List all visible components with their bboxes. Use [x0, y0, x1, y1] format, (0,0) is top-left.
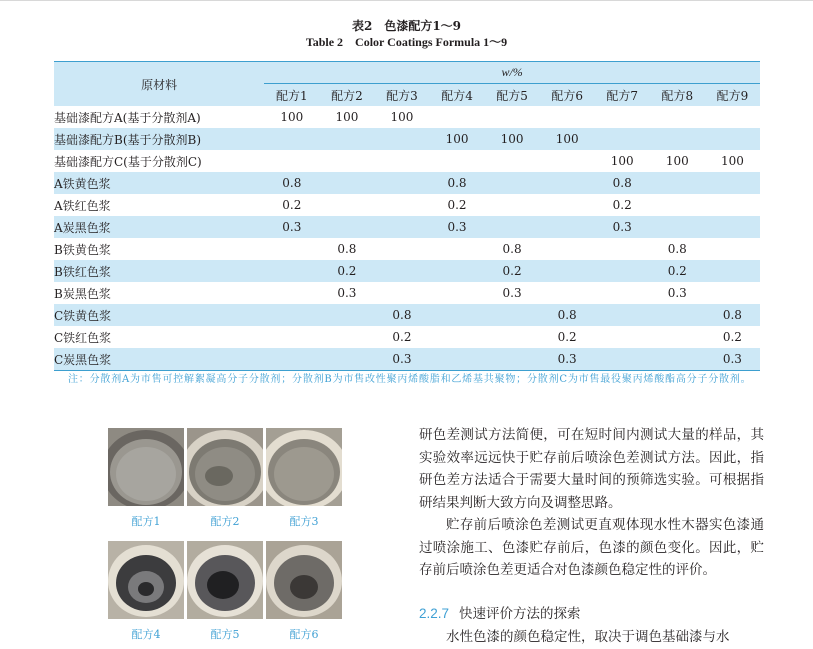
table-cell [374, 238, 429, 260]
table-cell [650, 216, 705, 238]
table-cell: 0.8 [337, 242, 357, 256]
table-row [54, 194, 760, 216]
table-cell [429, 282, 484, 304]
table-cell [264, 326, 319, 348]
table-cell: 0.2 [612, 198, 632, 212]
table-cell [650, 194, 705, 216]
table-cell: 100 [665, 154, 689, 168]
table-cell [650, 326, 705, 348]
table-row [54, 348, 760, 371]
table-cell [264, 128, 319, 150]
table-cell: 0.2 [557, 330, 577, 344]
table-cell: 100 [280, 110, 304, 124]
material-name: 基础漆配方C(基于分散剂C) [54, 154, 202, 169]
table-cell [319, 194, 374, 216]
photo-formula-4 [108, 541, 184, 619]
table-cell: 0.3 [447, 220, 467, 234]
table-cell [429, 304, 484, 326]
table-cell: 0.2 [502, 264, 522, 278]
table-body [54, 106, 760, 371]
table-cell [705, 106, 760, 128]
table-cell [705, 128, 760, 150]
material-name: B铁黄色浆 [54, 242, 111, 257]
table-row [54, 282, 760, 304]
table-cell [374, 282, 429, 304]
table-cell [429, 238, 484, 260]
table-cell: 0.8 [557, 308, 577, 322]
photo-formula-2 [187, 428, 263, 506]
table-cell: 0.2 [447, 198, 467, 212]
table-cell [595, 128, 650, 150]
table-cell [540, 216, 595, 238]
photo-formula-6 [266, 541, 342, 619]
table-cell: 100 [500, 132, 524, 146]
formula-header-2: 配方2 [331, 88, 363, 103]
table-cell [264, 238, 319, 260]
table-row [54, 238, 760, 260]
table-cell [540, 150, 595, 172]
table-cell [540, 106, 595, 128]
table-cell: 0.3 [392, 352, 412, 366]
material-name: 基础漆配方A(基于分散剂A) [54, 110, 201, 125]
table-row [54, 260, 760, 282]
table-cell [485, 150, 540, 172]
table-cell [374, 128, 429, 150]
photo-label-1: 配方1 [131, 515, 161, 528]
table-cell [595, 282, 650, 304]
table-cell [705, 260, 760, 282]
unit-header: w/% [264, 62, 760, 84]
table-cell: 0.8 [392, 308, 412, 322]
material-name: B铁红色浆 [54, 264, 111, 279]
photo-label-2: 配方2 [210, 515, 240, 528]
table-row [54, 172, 760, 194]
formula-header-8: 配方8 [661, 88, 694, 103]
table-cell [705, 282, 760, 304]
table-cell: 0.3 [612, 220, 632, 234]
table-row [54, 150, 760, 172]
table-cell [374, 194, 429, 216]
table-cell [595, 106, 650, 128]
table-cell: 0.3 [282, 220, 302, 234]
table-cell: 0.2 [722, 330, 742, 344]
table-cell: 0.3 [337, 286, 357, 300]
table-cell [319, 216, 374, 238]
table-row [54, 326, 760, 348]
table-cell [429, 260, 484, 282]
table-cell: 0.3 [502, 286, 522, 300]
table-cell: 0.2 [282, 198, 302, 212]
table-cell [485, 194, 540, 216]
material-name: A炭黑色浆 [54, 220, 111, 235]
table-cell [650, 128, 705, 150]
table-cell [705, 216, 760, 238]
table-cell: 0.2 [667, 264, 687, 278]
material-name: A铁红色浆 [54, 198, 111, 213]
table-cell [595, 304, 650, 326]
table-cell [319, 326, 374, 348]
material-name: 基础漆配方B(基于分散剂B) [54, 132, 202, 147]
table-cell [705, 194, 760, 216]
table-cell: 100 [390, 110, 414, 124]
table-note: 注：分散剂A为市售可控解絮凝高分子分散剂；分散剂B为市售改性聚丙烯酸脂和乙烯基共聚物；分散剂C为市售最役聚丙烯酸酯高分子分散剂。 [68, 374, 752, 385]
section-number: 2.2.7 [419, 606, 450, 621]
table-cell [264, 304, 319, 326]
table-cell [319, 348, 374, 371]
table-cell [705, 238, 760, 260]
table-cell [374, 172, 429, 194]
table-caption-cn: 表2 色漆配方1～9 [351, 19, 462, 33]
table-cell [650, 348, 705, 371]
table-cell [540, 282, 595, 304]
table-cell [595, 326, 650, 348]
table-cell [429, 326, 484, 348]
formula-header-6: 配方6 [551, 88, 583, 103]
table-cell: 0.8 [667, 242, 687, 256]
table-cell: 100 [720, 154, 744, 168]
table-cell: 0.8 [447, 176, 467, 190]
table-cell: 100 [335, 110, 359, 124]
table-cell: 100 [610, 154, 634, 168]
table-caption-en: Table 2 Color Coatings Formula 1～9 [305, 35, 508, 49]
photo-formula-3 [266, 428, 342, 506]
photo-label-4: 配方4 [131, 628, 161, 641]
material-name: C铁黄色浆 [54, 308, 112, 323]
table-cell [540, 172, 595, 194]
material-name: B炭黑色浆 [54, 286, 111, 301]
section-title: 快速评价方法的探索 [459, 606, 581, 622]
material-name: A铁黄色浆 [54, 176, 111, 191]
table-cell [374, 150, 429, 172]
table-cell [264, 150, 319, 172]
formula-header-5: 配方5 [496, 88, 528, 103]
table-cell [429, 150, 484, 172]
table-cell: 0.8 [502, 242, 522, 256]
table-cell [264, 282, 319, 304]
table-cell [650, 304, 705, 326]
photo-label-6: 配方6 [289, 628, 319, 641]
photo-label-3: 配方3 [289, 515, 319, 528]
formula-table [54, 61, 760, 371]
table-cell [540, 194, 595, 216]
photo-formula-1 [108, 428, 184, 506]
page-top-rule [0, 0, 813, 1]
table-cell [429, 106, 484, 128]
paragraph-2: 贮存前后喷涂色差测试更直观体现水性木器实色漆通过喷涂施工、色漆贮存前后，色漆的颜色变化。因此，贮存前后喷涂色差更适合对色漆颜色稳定性的评价。 [419, 517, 764, 579]
table-cell: 0.3 [557, 352, 577, 366]
table-cell: 100 [555, 132, 579, 146]
table-cell: 0.8 [282, 176, 302, 190]
table-cell [595, 260, 650, 282]
table-cell [374, 260, 429, 282]
table-cell [540, 238, 595, 260]
table-cell [485, 172, 540, 194]
table-cell: 100 [445, 132, 469, 146]
table-cell [595, 348, 650, 371]
table-cell: 0.2 [337, 264, 357, 278]
table-cell [374, 216, 429, 238]
table-cell: 0.8 [612, 176, 632, 190]
table-cell [429, 348, 484, 371]
table-cell [485, 348, 540, 371]
table-cell [705, 172, 760, 194]
table-header-row [54, 62, 760, 84]
formula-header-7: 配方7 [606, 88, 639, 103]
table-cell [319, 150, 374, 172]
paragraph-3: 水性色漆的颜色稳定性，取决于调色基础漆与水 [446, 629, 730, 645]
table-cell [264, 260, 319, 282]
section-heading [419, 602, 581, 622]
table-cell [650, 106, 705, 128]
table-cell [264, 348, 319, 371]
table-cell: 0.8 [722, 308, 742, 322]
photo-formula-5 [187, 541, 263, 619]
table-cell: 0.3 [667, 286, 687, 300]
material-name: C炭黑色浆 [54, 352, 112, 367]
table-cell [485, 216, 540, 238]
formula-header-1: 配方1 [276, 88, 308, 103]
table-cell [485, 326, 540, 348]
table-cell [319, 128, 374, 150]
table-cell [540, 260, 595, 282]
formula-header-9: 配方9 [716, 88, 749, 103]
table-row [54, 128, 760, 150]
table-cell [319, 172, 374, 194]
material-name: C铁红色浆 [54, 330, 112, 345]
table-row [54, 304, 760, 326]
table-cell [485, 106, 540, 128]
formula-header-4: 配方4 [441, 88, 473, 103]
table-cell [595, 238, 650, 260]
table-cell: 0.3 [722, 352, 742, 366]
material-header: 原材料 [141, 77, 178, 92]
table-row [54, 106, 760, 128]
table-cell [319, 304, 374, 326]
table-row [54, 216, 760, 238]
paragraph-1: 研色差测试方法简便，可在短时间内测试大量的样品，其实验效率远远快于贮存前后喷涂色差测试方法。因此，指研色差方法适合于需要大量时间的预筛选实验。可根据指研结果判断大致方向及调整思路。 [419, 427, 764, 512]
table-cell: 0.2 [392, 330, 412, 344]
formula-header-3: 配方3 [386, 88, 418, 103]
table-cell [485, 304, 540, 326]
table-cell [650, 172, 705, 194]
photo-label-5: 配方5 [210, 628, 240, 641]
